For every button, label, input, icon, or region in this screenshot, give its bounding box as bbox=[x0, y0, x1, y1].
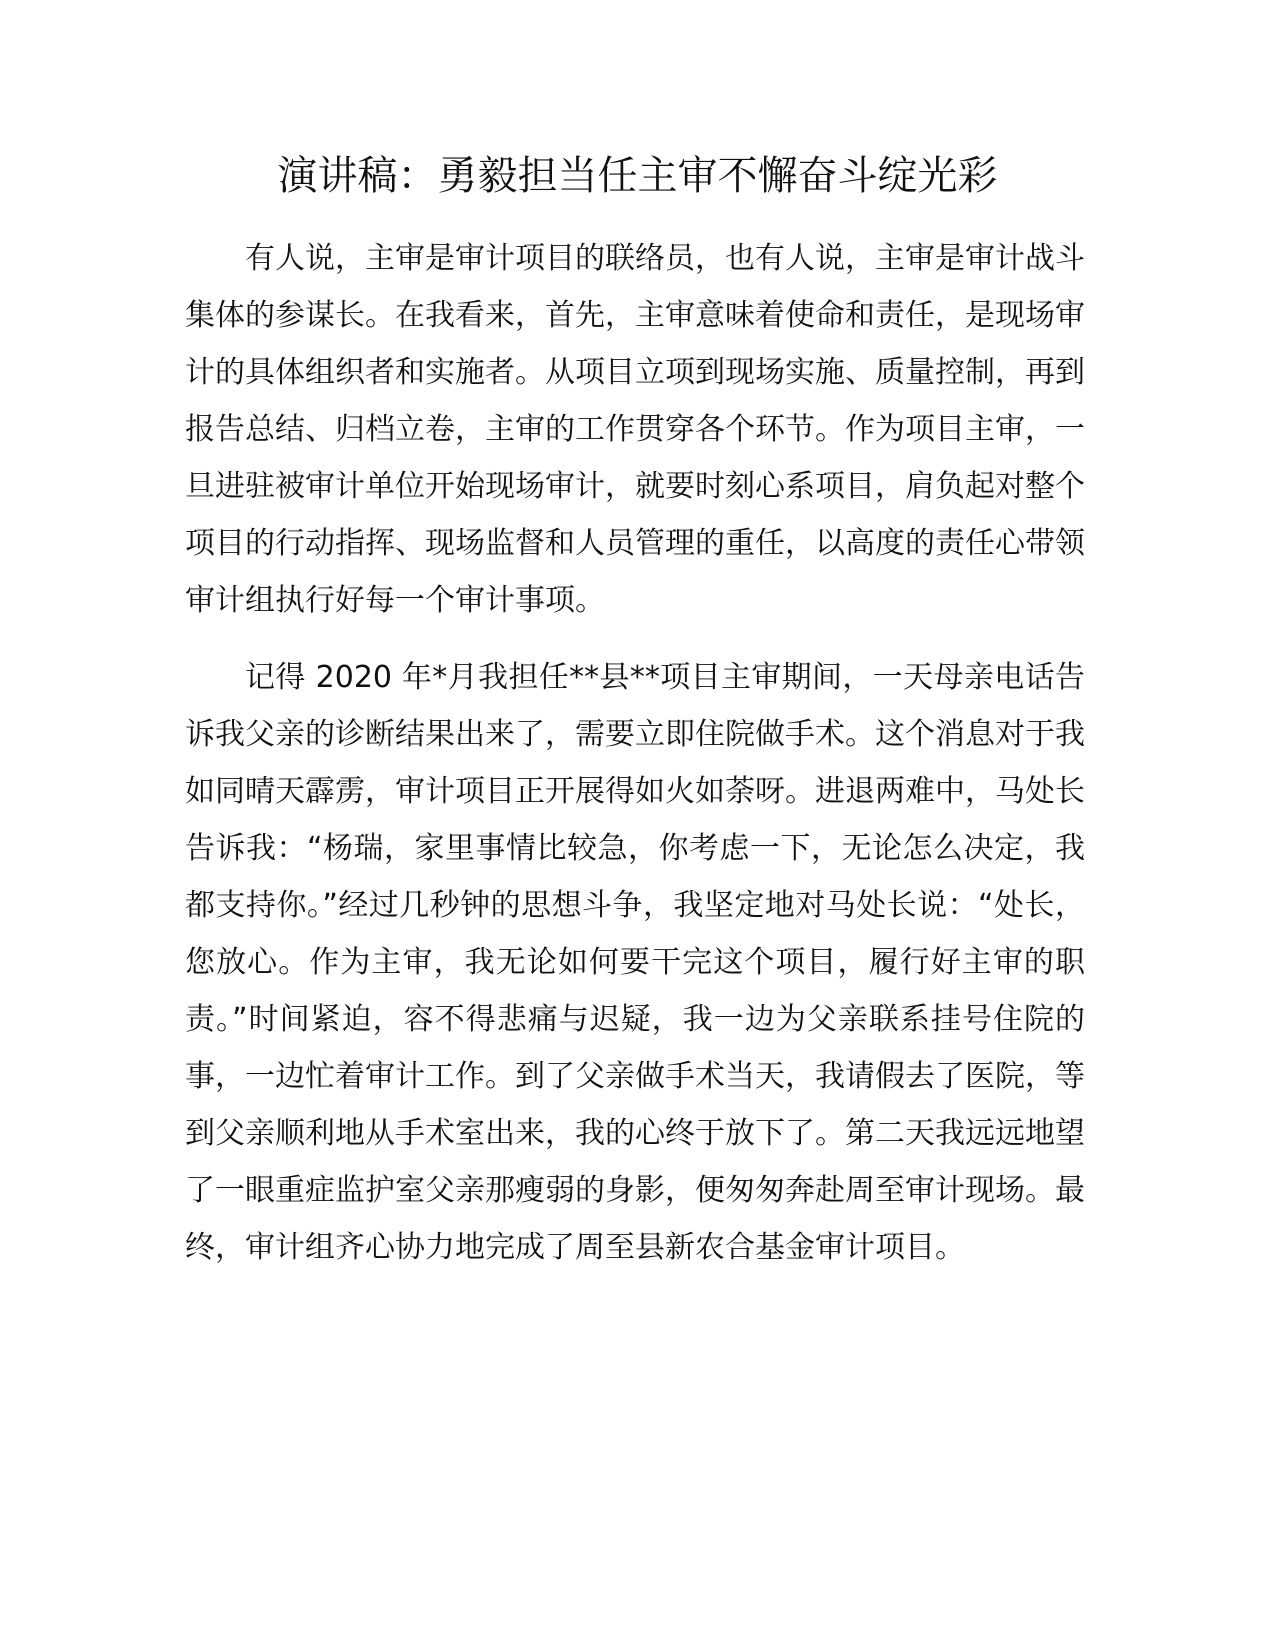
document-title: 演讲稿：勇毅担当任主审不懈奋斗绽光彩 bbox=[277, 153, 998, 199]
paragraph-1: 有人说，主审是审计项目的联络员，也有人说，主审是审计战斗集体的参谋长。在我看来，首先，主审意味着使命和责任，是现场审计的具体组织者和实施者。从项目立项到现场实施、质量控制，再到报告总结、归档立卷，主审的工作贯穿各个环节。作为项目主审，一旦进驻被审计单位开始现场审计，就要时刻心系项目，肩负起对整个项目的行动指挥、现场监督和人员管理的重任，以高度的责任心带领审计组执行好每一个审计事项。 bbox=[185, 241, 1085, 618]
document-body bbox=[185, 230, 1085, 1296]
paragraph-2: 记得 2020 年*月我担任**县**项目主审期间，一天母亲电话告诉我父亲的诊断结果出来了，需要立即住院做手术。这个消息对于我如同晴天霹雳，审计项目正开展得如火如荼呀。进退两难中，马处长告诉我：“杨瑞，家里事情比较急，你考虑一下，无论怎么决定，我都支持你。”经过几秒钟的思想斗争，我坚定地对马处长说：“处长，您放心。作为主审，我无论如何要干完这个项目，履行好主审的职责。”时间紧迫，容不得悲痛与迟疑，我一边为父亲联系挂号住院的事，一边忙着审计工作。到了父亲做手术当天，我请假去了医院，等到父亲顺利地从手术室出来，我的心终于放下了。第二天我远远地望了一眼重症监护室父亲那瘦弱的身影，便匆匆奔赴周至审计现场。最终，审计组齐心协力地完成了周至县新农合基金审计项目。 bbox=[185, 660, 1085, 1265]
